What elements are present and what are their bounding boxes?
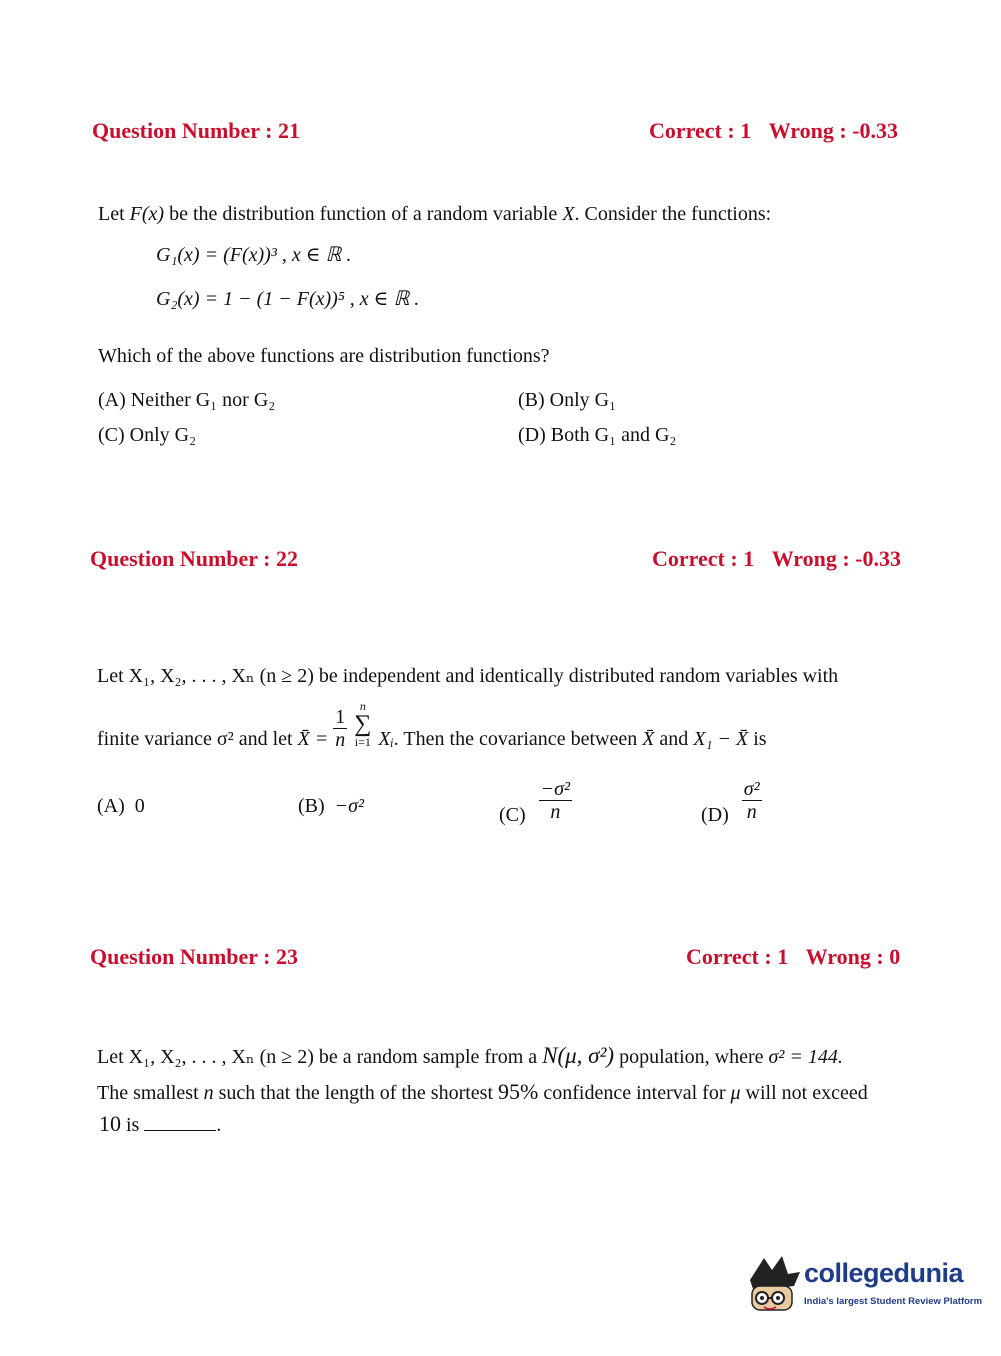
wrong-marks: Wrong : -0.33: [768, 118, 899, 143]
q22-option-b[interactable]: (B) −σ²: [298, 795, 365, 817]
question-23-line-2: The smallest n such that the length of the shortest 95% confidence interval for μ will not exceed: [97, 1079, 868, 1104]
wrong-marks: Wrong : 0: [805, 944, 901, 969]
question-21-stem: Let F(x) be the distribution function of a random variable X. Consider the functions:: [98, 203, 772, 225]
correct-marks: Correct : 1: [686, 944, 789, 969]
question-21-question: Which of the above functions are distribution functions?: [98, 345, 550, 367]
q21-option-a[interactable]: (A) Neither G₁ nor G₂: [98, 389, 276, 411]
question-22-line-1: Let X₁, X₂, . . . , Xₙ (n ≥ 2) be independent and identically distributed random variables with: [97, 665, 839, 687]
q22-option-c[interactable]: (C) $\frac{\text{−σ²}}{n}$: [499, 778, 571, 827]
collegedunia-logo: [742, 1250, 983, 1320]
question-21-marks: [645, 118, 898, 144]
logo-wordmark: collegedunia: [804, 1258, 964, 1288]
q21-option-c[interactable]: (C) Only G₂: [98, 424, 197, 446]
g2-formula: G₂(x) = 1 − (1 − F(x))⁵ , x ∈ ℝ .: [156, 288, 420, 310]
question-22-marks: [648, 546, 901, 572]
correct-marks: Correct : 1: [652, 546, 755, 571]
q22-option-a[interactable]: (A) 0: [97, 795, 145, 817]
question-22-header: Question Number : 22: [90, 546, 298, 571]
question-23-line-1: Let X₁, X₂, . . . , Xₙ (n ≥ 2) be a random sample from a N(μ, σ²) population, where σ² = 144.: [97, 1043, 843, 1068]
wrong-marks: Wrong : -0.33: [771, 546, 902, 571]
mascot-icon: [742, 1250, 802, 1320]
correct-marks: Correct : 1: [649, 118, 752, 143]
q22-option-d[interactable]: (D) $\frac{\text{σ²}}{n}$: [701, 778, 760, 827]
question-23-marks: [682, 944, 900, 970]
answer-blank[interactable]: [144, 1114, 216, 1131]
q21-option-d[interactable]: (D) Both G₁ and G₂: [518, 424, 677, 446]
g1-formula: G₁(x) = (F(x))³ , x ∈ ℝ .: [156, 244, 352, 266]
question-23-header: Question Number : 23: [90, 944, 298, 969]
question-22-line-2: finite variance σ² and let X̄ = $\frac{1}{n}$ n ∑ i=1 Xᵢ. Then the covariance between X̄ and X₁ − X̄ is: [97, 699, 767, 751]
logo-tagline: India's largest Student Review Platform: [804, 1296, 983, 1307]
summation: n ∑ i=1: [354, 699, 372, 749]
q21-option-b[interactable]: (B) Only G₁: [518, 389, 617, 411]
question-23-line-3: 10 is .: [99, 1111, 222, 1136]
question-21-header: Question Number : 21: [92, 118, 300, 143]
one-over-n-fraction: $\frac{1}{n}$: [335, 705, 346, 751]
